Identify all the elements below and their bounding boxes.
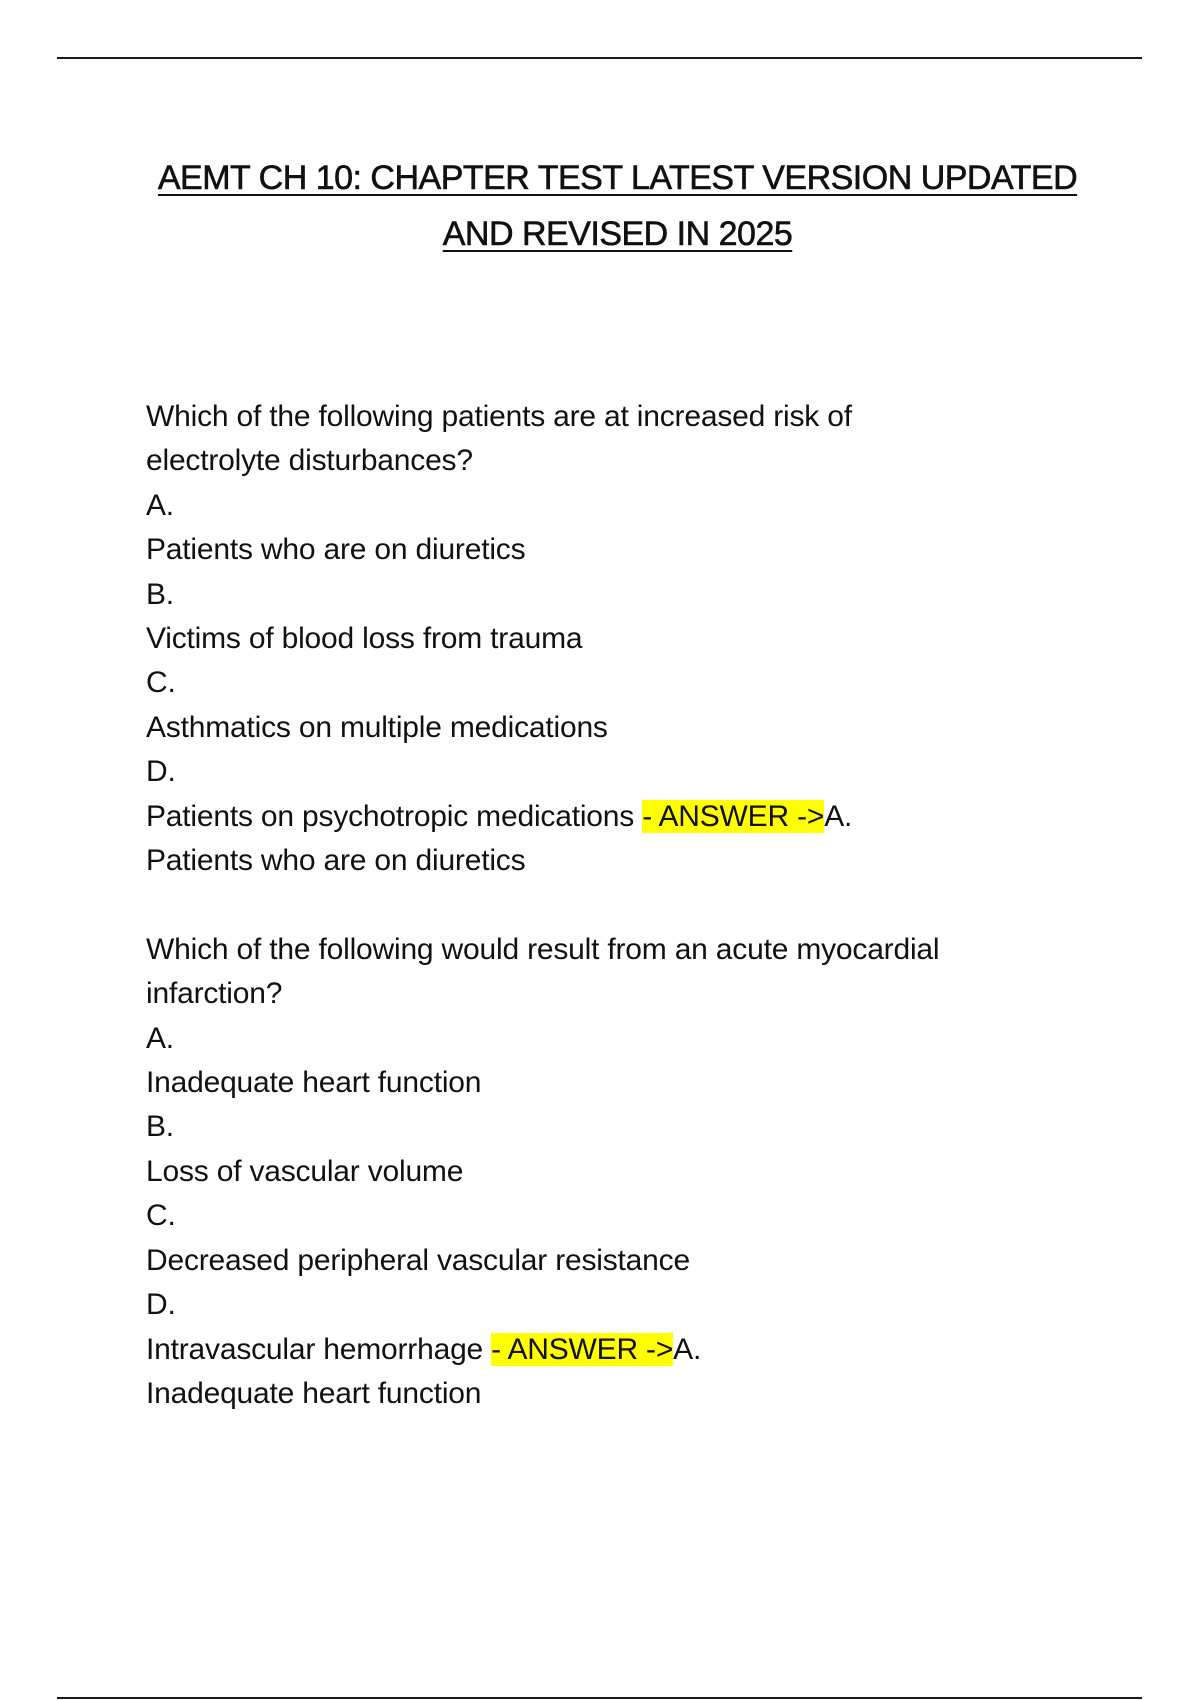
option-answer-line: [146, 1328, 1106, 1372]
option-letter: B.: [146, 577, 174, 611]
option-letter: C.: [146, 666, 176, 700]
question-text-line: infarction?: [146, 977, 283, 1011]
option-letter: A.: [146, 1021, 174, 1055]
option-letter: C.: [146, 1199, 176, 1233]
option-text: Patients on psychotropic medications: [146, 799, 643, 833]
option-text: Intravascular hemorrhage: [146, 1332, 492, 1366]
answer-highlight: - ANSWER ->: [491, 1332, 674, 1366]
question-text-line: Which of the following would result from an acute myocardial: [146, 932, 940, 966]
answer-highlight: - ANSWER ->: [642, 799, 825, 833]
option-letter: B.: [146, 1110, 174, 1144]
question-block-2: [146, 928, 1106, 1416]
footer-rule: [57, 1697, 1142, 1699]
question-text-line: electrolyte disturbances?: [146, 444, 473, 478]
option-text: Decreased peripheral vascular resistance: [146, 1243, 690, 1277]
option-text: Asthmatics on multiple medications: [146, 710, 608, 744]
option-text: Inadequate heart function: [146, 1066, 482, 1100]
option-letter: A.: [146, 488, 174, 522]
title-line-2: AND REVISED IN 2025: [442, 215, 793, 253]
title-line-1: AEMT CH 10: CHAPTER TEST LATEST VERSION UPDATED: [157, 159, 1078, 197]
question-list: [146, 395, 1106, 1416]
answer-text: Inadequate heart function: [146, 1376, 482, 1410]
option-letter: D.: [146, 1288, 176, 1322]
option-answer-line: [146, 795, 1106, 839]
option-letter: D.: [146, 755, 176, 789]
option-text: Loss of vascular volume: [146, 1154, 464, 1188]
question-text-line: Which of the following patients are at increased risk of: [146, 400, 852, 433]
question-block-1: [146, 395, 1106, 883]
answer-letter: A.: [673, 1332, 702, 1366]
document-title: [0, 150, 1200, 262]
option-text: Victims of blood loss from trauma: [146, 622, 583, 656]
answer-letter: A.: [824, 799, 853, 833]
header-rule: [57, 57, 1142, 59]
option-text: Patients who are on diuretics: [146, 533, 526, 567]
answer-text: Patients who are on diuretics: [146, 844, 526, 878]
